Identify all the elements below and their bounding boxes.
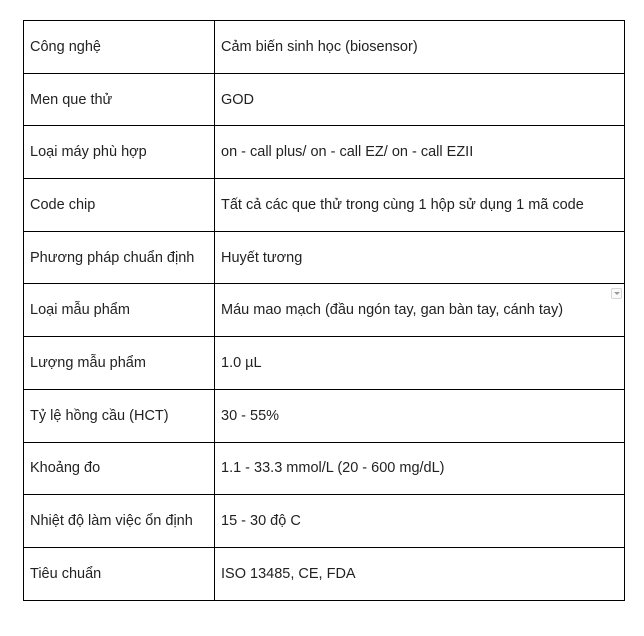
row-value: 30 - 55% — [215, 389, 625, 442]
row-value: GOD — [215, 73, 625, 126]
row-label: Lượng mẫu phẩm — [24, 337, 215, 390]
row-value: Huyết tương — [215, 231, 625, 284]
row-label: Men que thử — [24, 73, 215, 126]
table-row — [24, 389, 625, 442]
row-label: Phương pháp chuẩn định — [24, 231, 215, 284]
row-value: 1.1 - 33.3 mmol/L (20 - 600 mg/dL) — [215, 442, 625, 495]
table-row — [24, 284, 625, 337]
row-value: Cảm biến sinh học (biosensor) — [215, 21, 625, 74]
row-value: ISO 13485, CE, FDA — [215, 547, 625, 600]
table-row — [24, 21, 625, 74]
table-row — [24, 495, 625, 548]
row-value-cell — [215, 284, 625, 337]
table-row — [24, 547, 625, 600]
table-row — [24, 73, 625, 126]
row-value: Tất cả các que thử trong cùng 1 hộp sử dụng 1 mã code — [215, 179, 625, 232]
row-label: Công nghệ — [24, 21, 215, 74]
row-label: Loại mẫu phẩm — [24, 284, 215, 337]
chevron-down-icon[interactable] — [611, 288, 622, 299]
row-label: Nhiệt độ làm việc ổn định — [24, 495, 215, 548]
table-row — [24, 337, 625, 390]
row-label: Loại máy phù hợp — [24, 126, 215, 179]
row-value: 1.0 µL — [215, 337, 625, 390]
row-label: Khoảng đo — [24, 442, 215, 495]
row-label: Code chip — [24, 179, 215, 232]
spec-table — [23, 20, 625, 601]
table-row — [24, 126, 625, 179]
row-value: Máu mao mạch (đầu ngón tay, gan bàn tay, cánh tay) — [221, 302, 564, 319]
row-label: Tiêu chuẩn — [24, 547, 215, 600]
row-value: 15 - 30 độ C — [215, 495, 625, 548]
table-row — [24, 179, 625, 232]
table-row — [24, 442, 625, 495]
row-value: on - call plus/ on - call EZ/ on - call EZII — [215, 126, 625, 179]
table-row — [24, 231, 625, 284]
row-label: Tỷ lệ hồng cầu (HCT) — [24, 389, 215, 442]
